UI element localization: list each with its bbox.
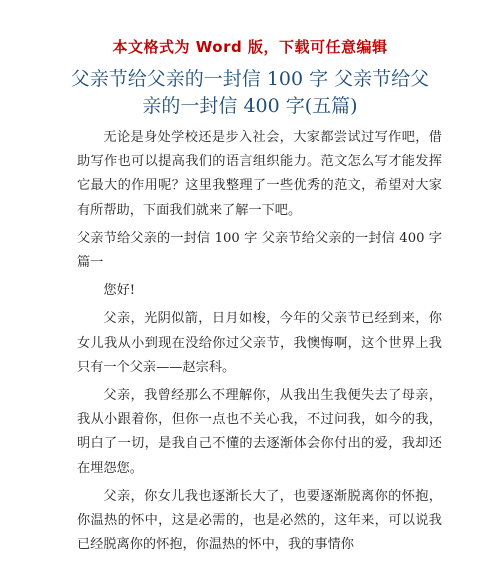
format-banner: 本文格式为 Word 版，下载可任意编辑 [112, 38, 388, 56]
paragraph-body: 父亲，你女儿我也逐渐长大了，也要逐渐脱离你的怀抱，你温热的怀中，这是必需的，也是必然的，这年来，可以说我已经脱离你的怀抱，你温热的怀中，我的事情你 [77, 488, 442, 553]
paragraph-intro: 无论是身处学校还是步入社会，大家都尝试过写作吧，借助写作也可以提高我们的语言组织能力。范文怎么写才能发挥它最大的作用呢？这里我整理了一些优秀的范文，希望对大家有所帮助，下面我们就来了解一下吧。 [77, 130, 442, 218]
document-title: 父亲节给父亲的一封信 100 字 父亲节给父亲的一封信 400 字(五篇) [70, 68, 430, 117]
document-body [77, 126, 442, 561]
paragraph-greeting: 您好! [103, 283, 136, 299]
paragraph-body: 父亲，光阴似箭，日月如梭，今年的父亲节已经到来，你女儿我从小到现在没给你过父亲节，我懊悔啊，这个世界上我只有一个父亲——赵宗科。 [77, 311, 442, 375]
section-heading: 父亲节给父亲的一封信 100 字 父亲节给父亲的一封信 400 字篇一 [77, 230, 442, 271]
paragraph-body: 父亲，我曾经那么不理解你，从我出生我便失去了母亲，我从小跟着你，但你一点也不关心我，不过问我，如今的我，明白了一切，是我自己不懂的去逐渐体会你付出的爱，我却还在埋怨您。 [77, 388, 442, 476]
